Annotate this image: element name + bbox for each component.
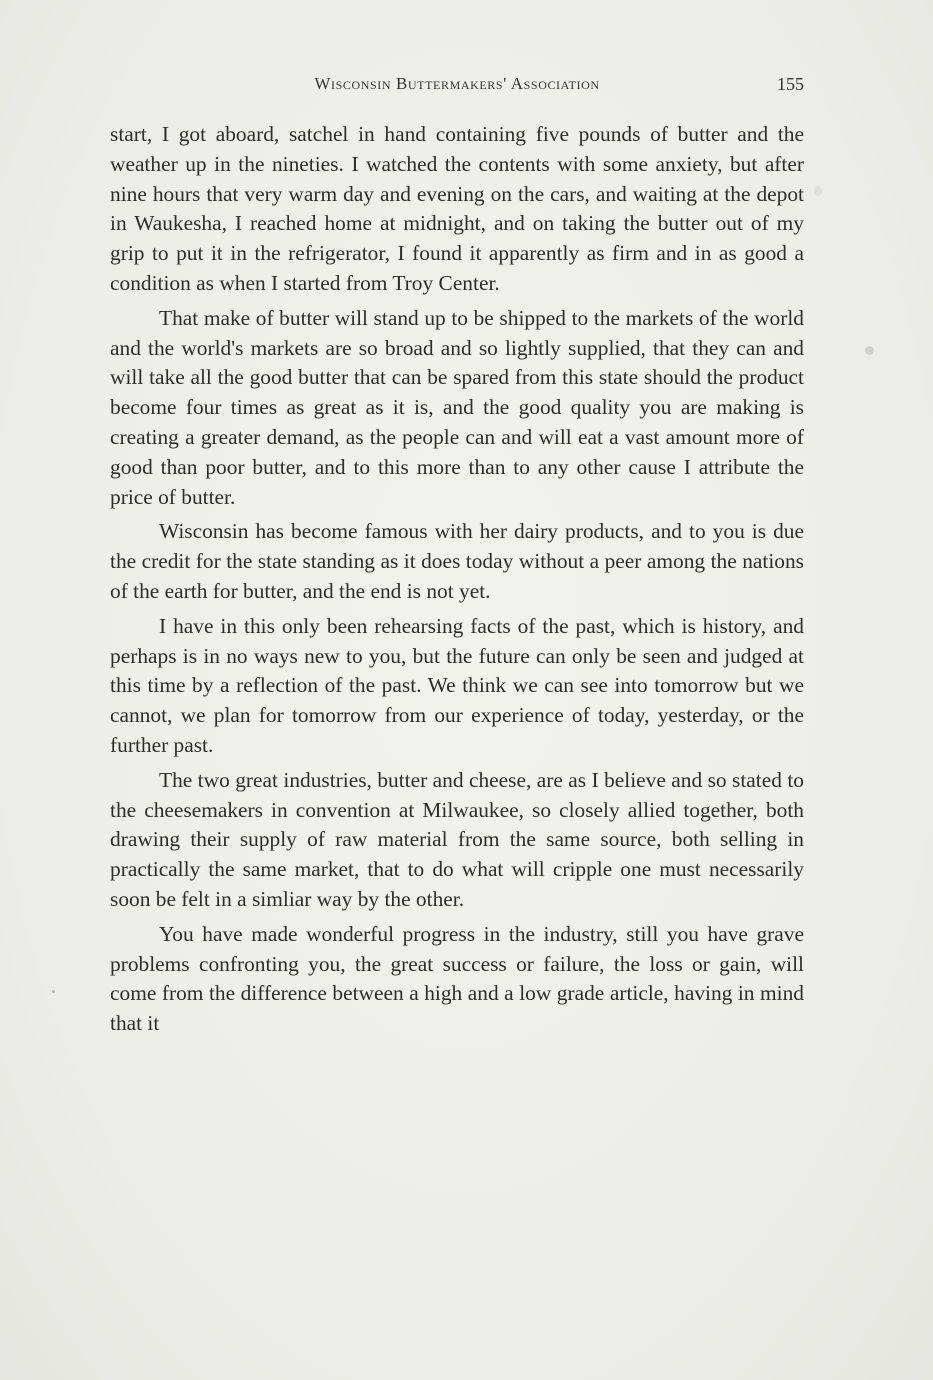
body-text <box>110 120 804 1044</box>
page-number: 155 <box>777 74 804 94</box>
paragraph-history: I have in this only been rehearsing facts of the past, which is history, and perhaps is in no ways new to you, but the future can only be seen and judged at this time by a reflection of the past. We think we can see into tomorrow but we cannot, we plan for tomorrow from our experience of today, yesterday, or the further past. <box>110 613 804 757</box>
paper-speck <box>865 346 874 355</box>
running-title: Wisconsin Buttermakers' Association <box>314 74 600 93</box>
paragraph-continuation: start, I got aboard, satchel in hand containing five pounds of butter and the weather up in the nineties. I watched the contents with some anxiety, but after nine hours that very warm day and evening on the cars, and waiting at the depot in Waukesha, I reached home at midnight, and on taking the butter out of my grip to put it in the refrigerator, I found it apparently as firm and in as good a condition as when I started from Troy Center. <box>110 122 804 295</box>
paragraph-wisconsin: Wisconsin has become famous with her dairy products, and to you is due the credit for the state standing as it does today without a peer among the nations of the earth for butter, and the end is not yet. <box>110 519 804 603</box>
paper-speck <box>814 186 822 196</box>
paragraph-progress: You have made wonderful progress in the industry, still you have grave problems confronting you, the great success or failure, the loss or gain, will come from the difference between a high and a low grade article, having in mind that it <box>110 921 804 1036</box>
paragraph-markets: That make of butter will stand up to be shipped to the markets of the world and the world's markets are so broad and so lightly supplied, that they can and will take all the good butter that can be spared from this state should the product become four times as great as it is, and the good quality you are making is creating a greater demand, as the people can and will eat a vast amount more of good than poor butter, and to this more than to any other cause I attribute the price of butter. <box>110 305 804 509</box>
running-head <box>110 74 804 98</box>
paragraph-industries: The two great industries, butter and cheese, are as I believe and so stated to the cheesemakers in convention at Milwaukee, so closely allied together, both drawing their supply of raw material from the same source, both selling in practically the same market, that to do what will cripple one must necessarily soon be felt in a simliar way by the other. <box>110 767 804 911</box>
paper-speck <box>52 990 55 993</box>
